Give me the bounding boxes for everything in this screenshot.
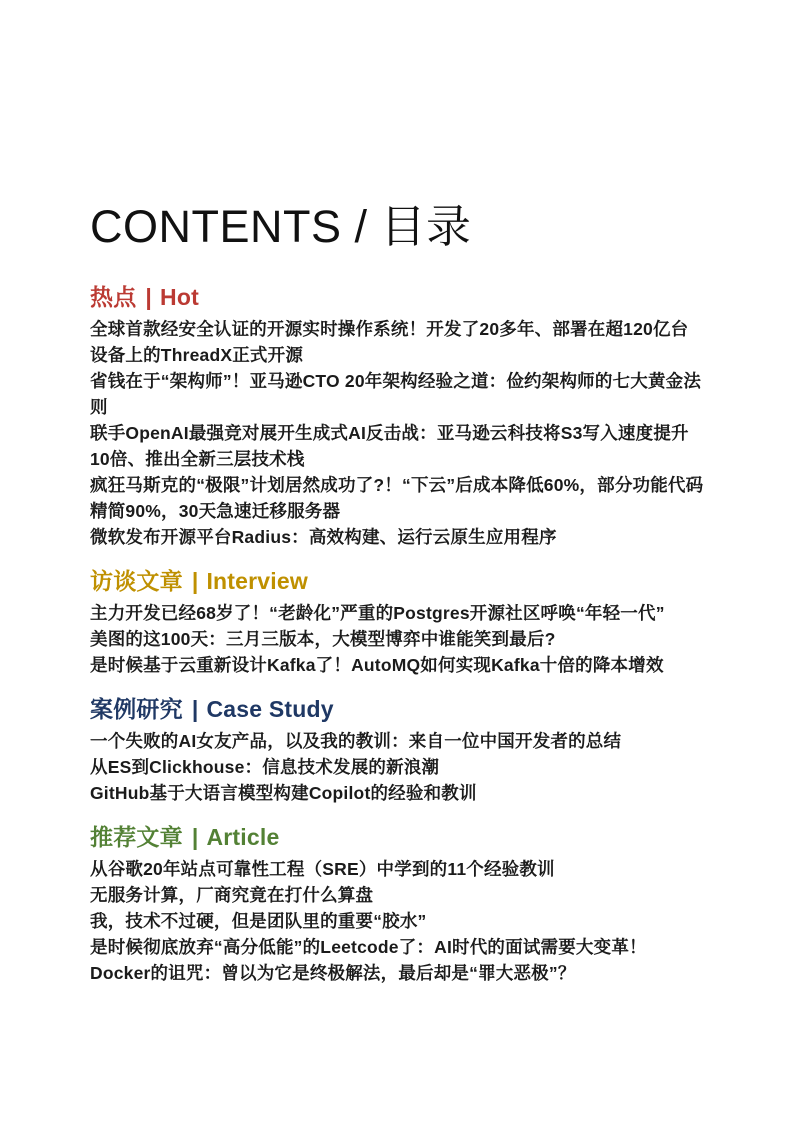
toc-item[interactable]: Docker的诅咒：曾以为它是终极解法，最后却是“罪大恶极”？ <box>90 963 576 983</box>
page-title: CONTENTS / 目录 <box>90 201 472 252</box>
section-title-en: Article <box>206 824 280 850</box>
section-title-interview <box>90 566 706 596</box>
toc-item[interactable]: 省钱在于“架构师”！亚马逊CTO 20年架构经验之道：俭约架构师的七大黄金法则 <box>90 371 702 417</box>
section-title-hot <box>90 282 706 312</box>
section-title-cn: 访谈文章 <box>90 568 183 594</box>
toc-item[interactable]: 我，技术不过硬，但是团队里的重要“胶水” <box>90 911 427 931</box>
toc-item[interactable]: 从ES到Clickhouse：信息技术发展的新浪潮 <box>90 757 440 777</box>
section-title-case-study <box>90 694 706 724</box>
toc-item[interactable]: 疯狂马斯克的“极限”计划居然成功了?！“下云”后成本降低60%，部分功能代码精简90%，30天急速迁移服务器 <box>90 475 704 521</box>
toc-item[interactable]: GitHub基于大语言模型构建Copilot的经验和教训 <box>90 783 477 803</box>
section-interview <box>90 566 706 678</box>
section-title-cn: 推荐文章 <box>90 824 183 850</box>
toc-item[interactable]: 主力开发已经68岁了！“老龄化”严重的Postgres开源社区呼唤“年轻一代” <box>90 603 665 623</box>
section-hot <box>90 282 706 550</box>
section-title-cn: 热点 <box>90 284 137 310</box>
section-article <box>90 822 706 986</box>
section-title-cn: 案例研究 <box>90 696 183 722</box>
section-case-study <box>90 694 706 806</box>
section-title-separator: | <box>191 824 199 850</box>
toc-item[interactable]: 是时候基于云重新设计Kafka了！AutoMQ如何实现Kafka十倍的降本增效 <box>90 655 664 675</box>
toc-item[interactable]: 是时候彻底放弃“高分低能”的Leetcode了：AI时代的面试需要大变革！ <box>90 937 647 957</box>
section-title-article <box>90 822 706 852</box>
toc-item[interactable]: 一个失败的AI女友产品，以及我的教训：来自一位中国开发者的总结 <box>90 731 622 751</box>
toc-item[interactable]: 从谷歌20年站点可靠性工程（SRE）中学到的11个经验教训 <box>90 859 555 879</box>
section-title-separator: | <box>191 568 199 594</box>
section-title-separator: | <box>191 696 199 722</box>
toc-item[interactable]: 美图的这100天：三月三版本，大模型博弈中谁能笑到最后? <box>90 629 556 649</box>
section-title-en: Hot <box>160 284 199 310</box>
toc-item[interactable]: 联手OpenAI最强竞对展开生成式AI反击战：亚马逊云科技将S3写入速度提升10倍、推出全新三层技术栈 <box>90 423 689 469</box>
toc-item[interactable]: 全球首款经安全认证的开源实时操作系统！开发了20多年、部署在超120亿台设备上的ThreadX正式开源 <box>90 319 689 365</box>
section-title-en: Interview <box>206 568 308 594</box>
toc-item[interactable]: 微软发布开源平台Radius：高效构建、运行云原生应用程序 <box>90 527 557 547</box>
section-title-separator: | <box>145 284 153 310</box>
section-title-en: Case Study <box>206 696 334 722</box>
toc-item[interactable]: 无服务计算，厂商究竟在打什么算盘 <box>90 885 374 905</box>
